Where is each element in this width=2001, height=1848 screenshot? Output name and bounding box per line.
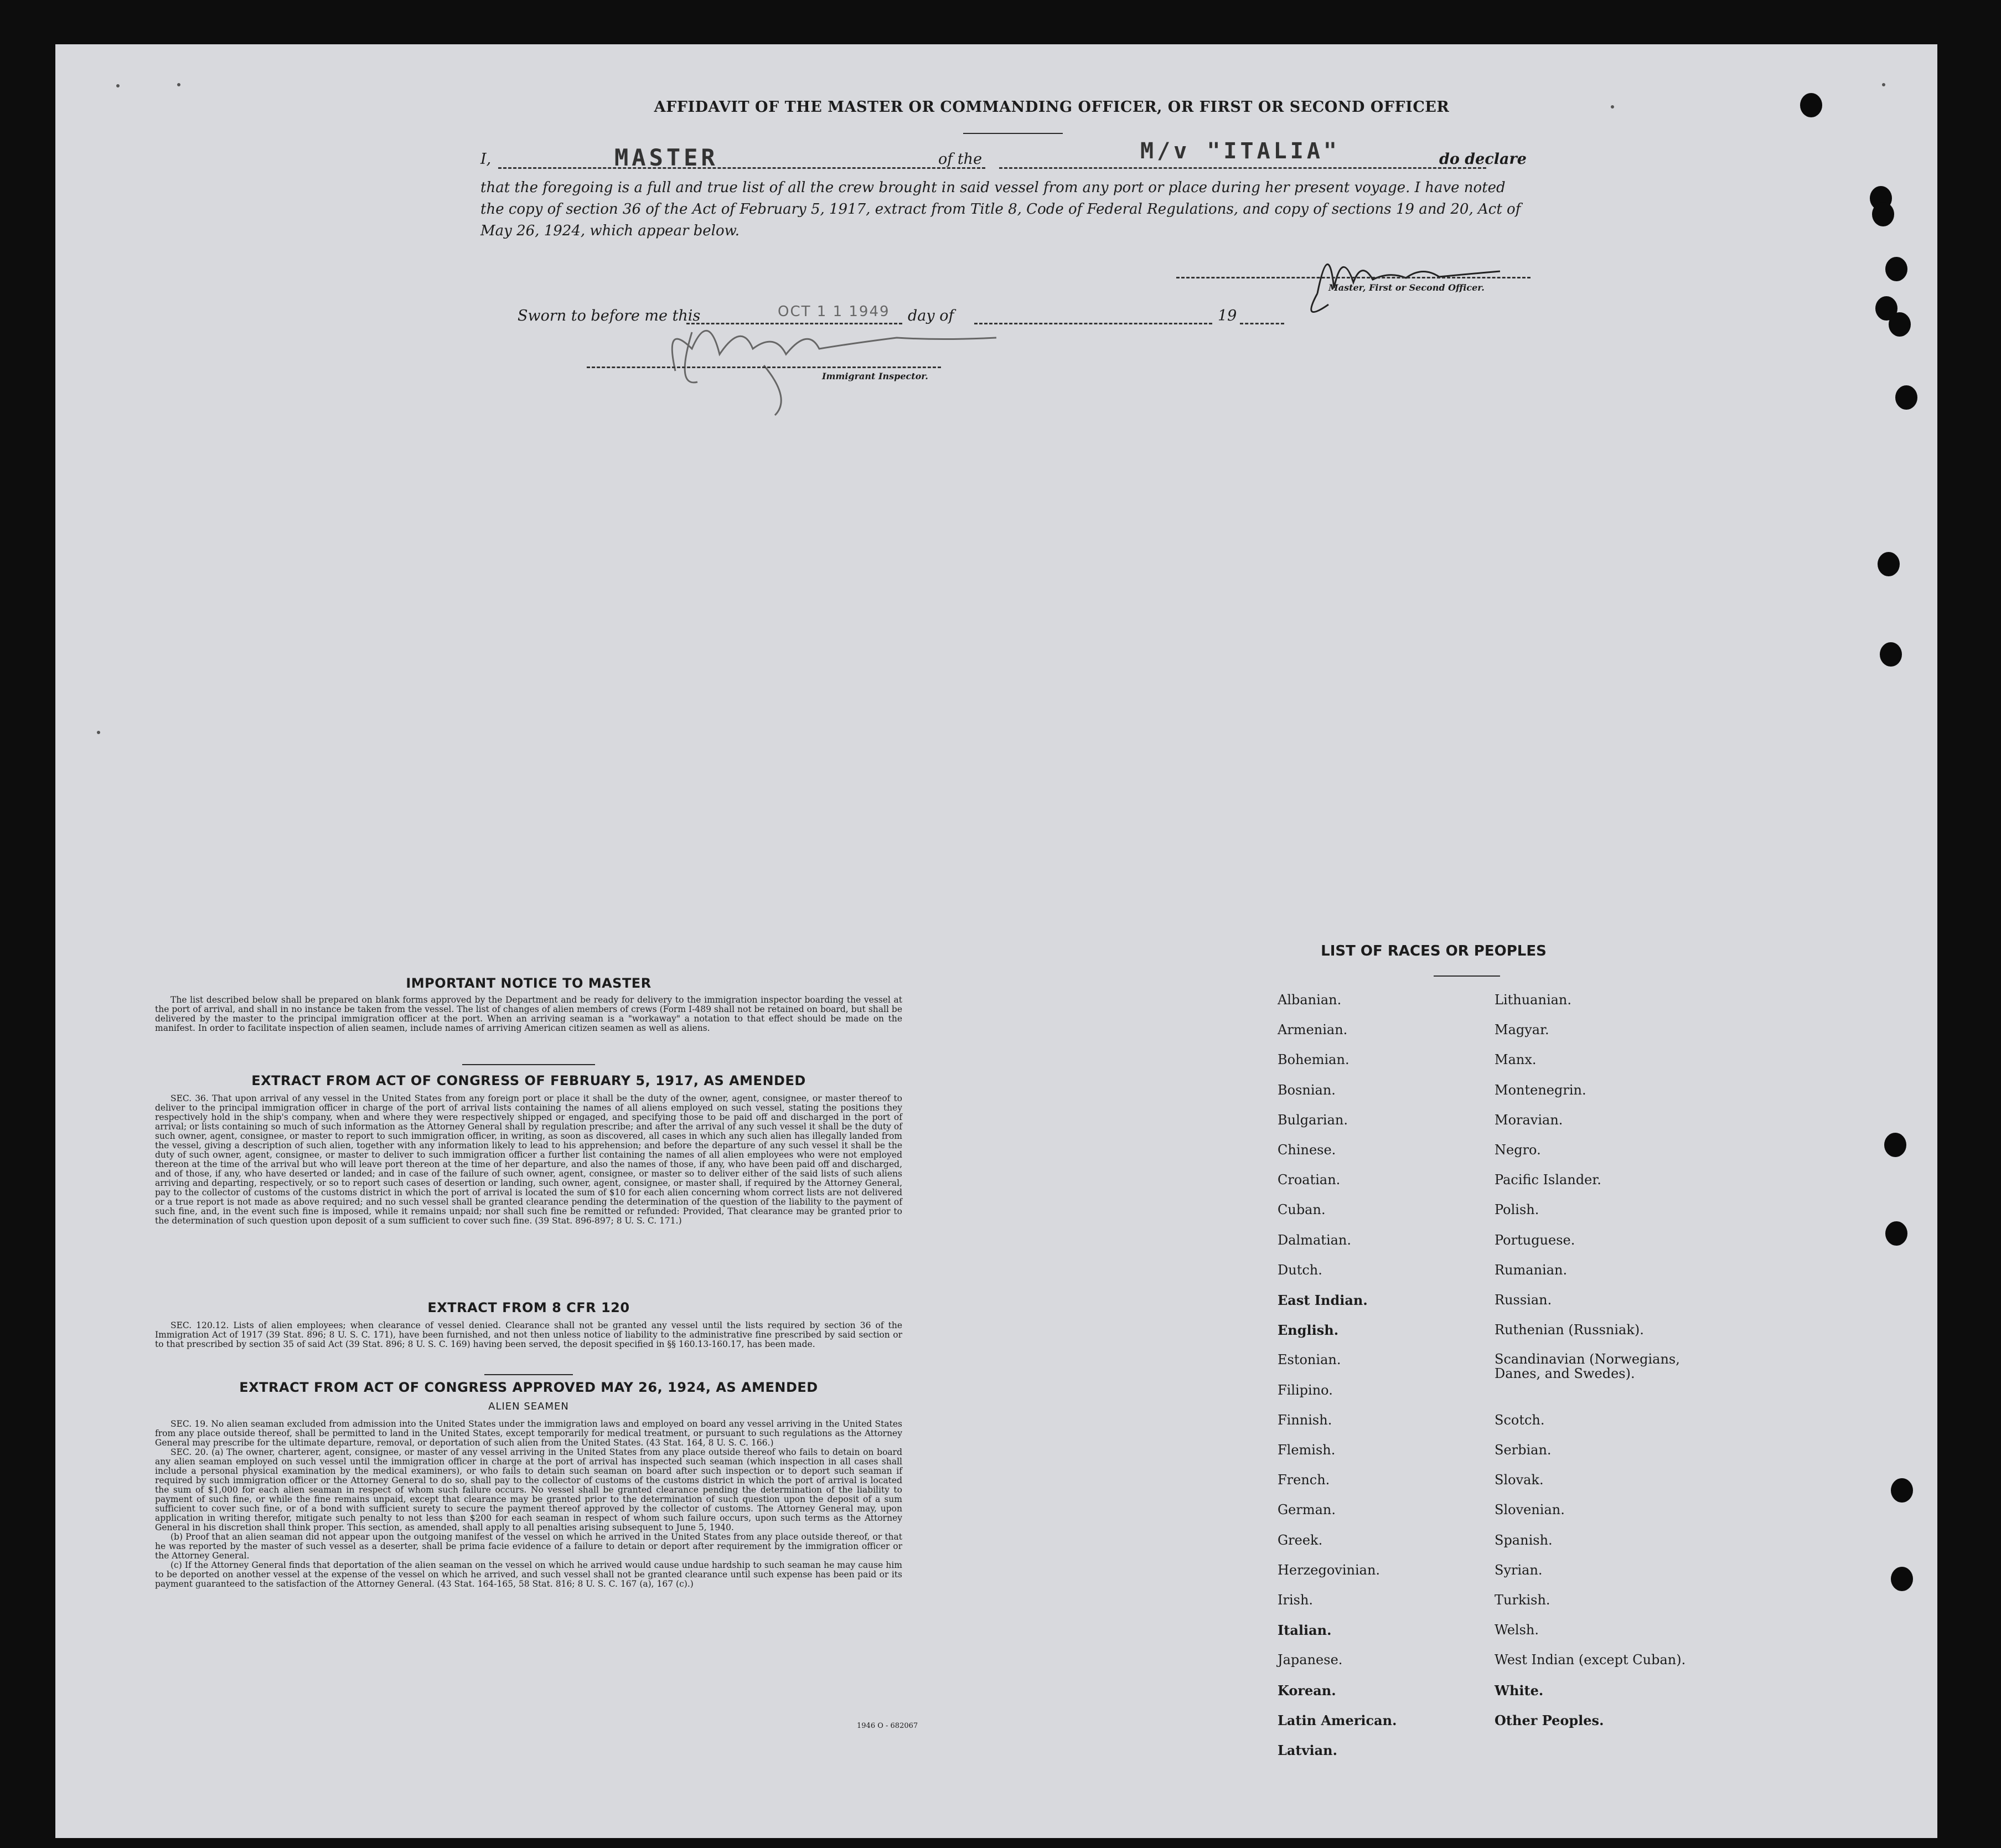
binder-hole bbox=[1891, 1478, 1913, 1503]
race-right-item: Turkish. bbox=[1495, 1592, 1550, 1608]
race-left-item: Flemish. bbox=[1278, 1442, 1336, 1458]
title-divider bbox=[963, 133, 1063, 134]
speck bbox=[97, 731, 100, 734]
vessel-blank bbox=[999, 167, 1486, 169]
binder-hole bbox=[1891, 1567, 1913, 1591]
race-left-item: Croatian. bbox=[1278, 1172, 1341, 1188]
affidavit-i: I, bbox=[480, 151, 492, 168]
race-left-item: Irish. bbox=[1278, 1592, 1314, 1608]
race-left-item: Filipino. bbox=[1278, 1382, 1333, 1398]
binder-hole bbox=[1884, 1133, 1906, 1157]
binder-hole bbox=[1880, 642, 1902, 667]
race-right-item: Serbian. bbox=[1495, 1442, 1552, 1458]
race-left-item: Finnish. bbox=[1278, 1412, 1332, 1428]
race-right-item: Lithuanian. bbox=[1495, 992, 1572, 1008]
extract-cfr-body: SEC. 120.12. Lists of alien employees; when clearance of vessel denied. Clearance shall not be granted any vessel until the lists required by section 36 of the Immigration Act of 1917 (39 Stat. 896; 8 U. S. C. 171), have been furnished, and not then unless notice of liability to the administrative fine prescribed by said section or to that prescribed by section 35 of said Act (39 Stat. 896; 8 U. S. C. 169) having been served, the deposit specified in §§ 160.13-160.17, has been made. bbox=[155, 1320, 902, 1349]
sworn-year: 19 bbox=[1218, 307, 1237, 324]
race-right-item: Ruthenian (Russniak). bbox=[1495, 1322, 1644, 1338]
race-left-item: Dalmatian. bbox=[1278, 1232, 1352, 1248]
affidavit-title: AFFIDAVIT OF THE MASTER OR COMMANDING OFFICER, OR FIRST OR SECOND OFFICER bbox=[654, 99, 1450, 116]
race-left-item: Italian. bbox=[1278, 1622, 1332, 1639]
race-left-item: German. bbox=[1278, 1502, 1336, 1518]
race-right-item: Negro. bbox=[1495, 1142, 1541, 1158]
binder-hole bbox=[1885, 1221, 1907, 1246]
do-declare: do declare bbox=[1439, 151, 1527, 168]
race-left-item: Bosnian. bbox=[1278, 1082, 1336, 1098]
race-left-item: French. bbox=[1278, 1472, 1330, 1488]
inspector-signature-line bbox=[587, 366, 941, 368]
notice-body: The list described below shall be prepared on blank forms approved by the Department and be ready for delivery to the immigration inspector boarding the vessel at the port of arrival, and shall in no instance be taken from the vessel. The list of changes of alien members of crews (Form I-489 shall not be retained on board, but shall be delivered by the master to the principal immigration officer at the port. When an arriving seaman is a "workaway" a notation to that effect should be made on the manifest. In order to facilitate inspection of alien seamen, include names of arriving American citizen seamen as well as aliens. bbox=[155, 995, 902, 1033]
race-left-item: Albanian. bbox=[1278, 992, 1342, 1008]
notice-title: IMPORTANT NOTICE TO MASTER bbox=[406, 975, 652, 991]
race-right-item: Slovenian. bbox=[1495, 1502, 1565, 1518]
inspector-signature bbox=[609, 288, 1030, 421]
vessel-name-stamp: M/v "ITALIA" bbox=[1140, 138, 1340, 164]
race-right-item: West Indian (except Cuban). bbox=[1495, 1652, 1686, 1668]
inspector-caption: Immigrant Inspector. bbox=[822, 371, 928, 381]
race-right-item: Magyar. bbox=[1495, 1022, 1549, 1038]
race-right-item: Rumanian. bbox=[1495, 1262, 1568, 1278]
master-blank bbox=[498, 167, 985, 169]
affidavit-of-the: of the bbox=[938, 151, 983, 168]
race-right-item: White. bbox=[1495, 1682, 1544, 1699]
race-left-item: English. bbox=[1278, 1322, 1339, 1339]
sworn-year-blank bbox=[1240, 323, 1284, 324]
binder-hole bbox=[1800, 93, 1822, 117]
binder-hole bbox=[1895, 385, 1917, 410]
extract-1924-body: SEC. 19. No alien seaman excluded from admission into the United States under the immigration laws and employed on board any vessel arriving in the United States from any place outside thereof, shall be permitted to land in the United States, except temporarily for medical treatment, or pursuant to such regulations as the Attorney General may prescribe for the ultimate departure, removal, or deportation of such alien from the United States. (43 Stat. 164, 8 U. S. C. 166.) SEC. 20. (a) The owner, charterer, agent, consignee, or master of any vessel arriving in the United States from any place outside thereof who fails to detain on board any alien seaman employed on such vessel until the immigration officer in charge at the port of arrival has inspected such seaman (which inspection in all cases shall include a personal physical examination by the medical examiners), or who fails to detain such seaman on board after such inspection or to deport such seaman if required by such immigration officer or the Attorney General to do so, shall pay to the collector of customs of the customs district in which the port of arrival is located the sum of $1,000 for each alien seaman in respect of whom such failure occurs. No vessel shall be granted clearance pending the determination of the liability to payment of such fine, or while the fine remains unpaid, except that clearance may be granted prior to the determination of such question upon the deposit of a sum sufficient to cover such fine, or of a bond with sufficient surety to secure the payment thereof approved by the collector of customs. The Attorney General may, upon application in writing therefor, mitigate such penalty to not less than $200 for each seaman in respect of whom such failure occurs, upon such terms as the Attorney General in his discretion shall think proper. This section, as amended, shall apply to all penalties arising subsequent to June 5, 1940. (b) Proof that an alien seaman did not appear upon the outgoing manifest of the vessel on which he arrived in the United States from any place outside thereof, or that he was reported by the master of such vessel as a deserter, shall be prima facie evidence of a failure to detain or deport after requirement by the immigration officer or the Attorney General. (c) If the Attorney General finds that deportation of the alien seaman on the vessel on which he arrived would cause undue hardship to such seaman he may cause him to be deported on another vessel at the expense of the vessel on which he arrived, and such vessel shall not be granted clearance until such expense has been paid or its payment guaranteed to the satisfaction of the Attorney General. (43 Stat. 164-165, 58 Stat. 816; 8 U. S. C. 167 (a), 167 (c).) bbox=[155, 1419, 902, 1589]
race-left-item: Korean. bbox=[1278, 1682, 1336, 1699]
race-left-item: Armenian. bbox=[1278, 1022, 1348, 1038]
speck bbox=[1611, 105, 1614, 109]
print-code: 1946 O - 682067 bbox=[857, 1722, 918, 1730]
races-divider bbox=[1434, 975, 1500, 977]
affidavit-body: that the foregoing is a full and true list of all the crew brought in said vessel from any port or place during her present voyage. I have noted the copy of section 36 of the Act of February 5, 1917, extract from Title 8, Code of Federal Regulations, and copy of sections 19 and 20, Act of May 26, 1924, which appear below. bbox=[480, 179, 1521, 239]
race-right-item: Russian. bbox=[1495, 1292, 1552, 1308]
race-left-item: Latvian. bbox=[1278, 1742, 1337, 1758]
extract-1917-title: EXTRACT FROM ACT OF CONGRESS OF FEBRUARY 5, 1917, AS AMENDED bbox=[251, 1073, 806, 1088]
races-title: LIST OF RACES OR PEOPLES bbox=[1321, 943, 1547, 959]
race-left-item: East Indian. bbox=[1278, 1292, 1368, 1308]
speck bbox=[1882, 83, 1885, 86]
race-right-item: Portuguese. bbox=[1495, 1232, 1575, 1248]
race-right-item: Polish. bbox=[1495, 1202, 1539, 1218]
race-right-item: Slovak. bbox=[1495, 1472, 1544, 1488]
race-left-item: Chinese. bbox=[1278, 1142, 1336, 1158]
speck bbox=[116, 84, 120, 87]
race-right-item: Scandinavian (Norwegians, Danes, and Swedes). bbox=[1495, 1351, 1680, 1382]
race-left-item: Herzegovinian. bbox=[1278, 1562, 1380, 1578]
race-right-item: Montenegrin. bbox=[1495, 1082, 1586, 1098]
binder-hole bbox=[1878, 552, 1900, 576]
race-right-item: Spanish. bbox=[1495, 1532, 1553, 1548]
race-left-item: Bohemian. bbox=[1278, 1052, 1349, 1068]
race-left-item: Cuban. bbox=[1278, 1202, 1326, 1218]
race-left-item: Japanese. bbox=[1278, 1652, 1343, 1668]
sworn-day-of: day of bbox=[908, 307, 954, 324]
extract-cfr-title: EXTRACT FROM 8 CFR 120 bbox=[427, 1300, 630, 1315]
binder-hole bbox=[1889, 312, 1911, 337]
race-right-item: Welsh. bbox=[1495, 1622, 1539, 1638]
extract-1924-subtitle: ALIEN SEAMEN bbox=[488, 1401, 569, 1412]
race-right-item: Manx. bbox=[1495, 1052, 1537, 1068]
binder-hole bbox=[1872, 202, 1894, 226]
race-left-item: Bulgarian. bbox=[1278, 1112, 1348, 1128]
race-right-item: Moravian. bbox=[1495, 1112, 1563, 1128]
race-left-item: Greek. bbox=[1278, 1532, 1323, 1548]
notice-divider bbox=[462, 1064, 595, 1065]
race-right-item: Syrian. bbox=[1495, 1562, 1543, 1578]
binder-hole bbox=[1885, 257, 1907, 281]
race-left-item: Dutch. bbox=[1278, 1262, 1322, 1278]
extract-1917-body: SEC. 36. That upon arrival of any vessel in the United States from any foreign port or place it shall be the duty of the owner, agent, consignee, or master thereof to deliver to the principal immigration officer in charge of the port of arrival lists containing the names of all aliens employed on such vessel, stating the positions they respectively hold in the ship's company, when and where they were respectively shipped or engaged, and specifying those to be paid off and discharged in the port of arrival; or lists containing so much of such information as the Attorney General shall by regulation prescribe; and after the arrival of any such vessel it shall be the duty of such owner, agent, consignee, or master to report to such immigration officer, in writing, as soon as discovered, all cases in which any such alien has illegally landed from the vessel, giving a description of such alien, together with any information likely to lead to his apprehension; and before the departure of any such vessel it shall be the duty of such owner, agent, consignee, or master to deliver to such immigration officer a further list containing the names of all alien employees who were not employed thereon at the time of the arrival but who will leave port thereon at the time of her departure, and also the names of those, if any, who have been paid off and discharged, and of those, if any, who have deserted or landed; and in case of the failure of such owner, agent, consignee, or master so to deliver either of the said lists of such aliens arriving and departing, respectively, or so to report such cases of desertion or landing, such owner, agent, consignee, or master shall, if required by the Attorney General, pay to the collector of customs of the customs district in which the port of arrival is located the sum of $10 for each alien concerning whom correct lists are not delivered or a true report is not made as above required; and no such vessel shall be granted clearance pending the determination of the question of the liability to the payment of such fine, and, in the event such fine is imposed, while it remains unpaid; nor shall such fine be remitted or refunded: Provided, That clearance may be granted prior to the determination of such question upon deposit of a sum sufficient to cover such fine. (39 Stat. 896-897; 8 U. S. C. 171.) bbox=[155, 1093, 902, 1226]
sworn-date-stamp: OCT 1 1 1949 bbox=[778, 303, 890, 320]
race-right-item: Other Peoples. bbox=[1495, 1712, 1604, 1728]
master-signature-caption: Master, First or Second Officer. bbox=[1328, 282, 1485, 293]
race-left-item: Latin American. bbox=[1278, 1712, 1397, 1728]
race-left-item: Estonian. bbox=[1278, 1352, 1341, 1368]
master-signature-line bbox=[1176, 277, 1531, 278]
document-page bbox=[55, 44, 1937, 1838]
cfr-divider bbox=[484, 1374, 573, 1375]
extract-1924-title: EXTRACT FROM ACT OF CONGRESS APPROVED MAY 26, 1924, AS AMENDED bbox=[239, 1380, 818, 1395]
sworn-prefix: Sworn to before me this bbox=[518, 307, 701, 324]
race-right-item: Scotch. bbox=[1495, 1412, 1545, 1428]
speck bbox=[177, 83, 180, 86]
master-stamp: MASTER bbox=[614, 144, 718, 171]
race-right-item: Pacific Islander. bbox=[1495, 1172, 1601, 1188]
